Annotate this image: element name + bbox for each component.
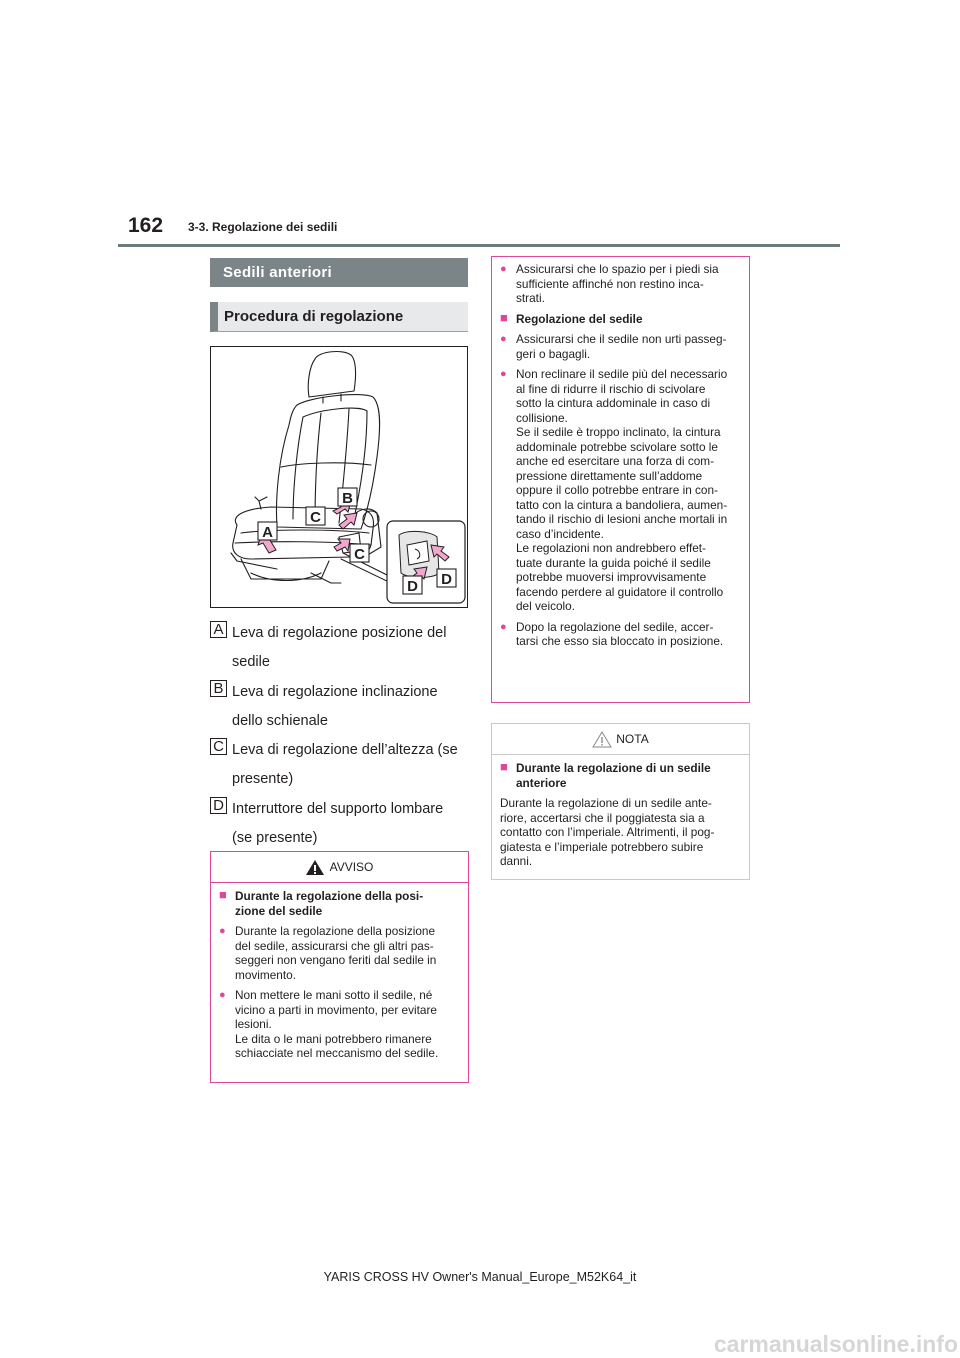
legend-text <box>232 678 470 736</box>
avviso-subheading-text: Durante la regolazione della posi- zione del sedile <box>235 889 424 918</box>
heading-sedili-anteriori: Sedili anteriori <box>210 258 468 287</box>
nota-text: Durante la regolazione di un sedile ante- riore, accertarsi che il poggiatesta sia a contatto con l’imperiale. Altrimenti, il pog- giatesta e l’imperiale potrebbero subire danni. <box>500 796 715 868</box>
header-rule <box>118 244 840 247</box>
legend-line: Interruttore del supporto lombare <box>232 801 444 817</box>
legend-line: Leva di regolazione inclinazione <box>232 684 438 700</box>
warning-bullet-text: Dopo la regolazione del sedile, accer- tarsi che esso sia bloccato in posizione. <box>516 619 724 648</box>
circle-bullet-icon: ● <box>500 333 507 345</box>
legend-line: (se presente) <box>232 830 318 846</box>
avviso-content <box>211 883 468 1061</box>
legend-line: Leva di regolazione dell’altezza (se <box>232 742 458 758</box>
avviso-header <box>211 852 468 883</box>
watermark: carmanualsonline.info <box>713 1331 958 1357</box>
avviso-subheading <box>219 889 460 918</box>
circle-bullet-icon: ● <box>500 263 507 275</box>
circle-bullet-icon: ● <box>219 925 226 937</box>
label-c: C <box>354 546 365 563</box>
square-bullet-icon: ■ <box>219 887 227 902</box>
nota-subheading <box>500 761 741 790</box>
legend-letter: C <box>210 738 227 755</box>
nota-box <box>491 723 750 880</box>
warning-bullet <box>500 620 741 649</box>
warning-bullet-text: Assicurarsi che lo spazio per i piedi sia sufficiente affinché non restino inca- strati. <box>516 262 719 305</box>
square-bullet-icon: ■ <box>500 759 508 774</box>
warning-continuation-box <box>491 256 750 703</box>
nota-title: NOTA <box>616 732 649 746</box>
legend-text <box>232 736 470 794</box>
label-b: B <box>342 490 353 507</box>
seat-illustration <box>210 346 468 608</box>
avviso-bullet <box>219 988 460 1061</box>
legend-letter: A <box>210 621 227 638</box>
avviso-title: AVVISO <box>329 860 374 874</box>
warning-bullet <box>500 332 741 361</box>
avviso-bullet-text: Non mettere le mani sotto il sedile, né vicino a parti in movimento, per evitare lesioni. Le dita o le mani potrebbero rimanere schiacciate nel meccanismo del sedile. <box>235 988 439 1060</box>
warning-bullet-text: Assicurarsi che il sedile non urti passeg- geri o bagagli. <box>516 332 727 361</box>
legend-line: Leva di regolazione posizione del <box>232 625 447 641</box>
section-title: 3-3. Regolazione dei sedili <box>188 220 338 234</box>
label-c: C <box>310 509 321 526</box>
warning-bullet <box>500 262 741 306</box>
circle-bullet-icon: ● <box>219 989 226 1001</box>
warning-content <box>492 257 749 649</box>
warning-subheading-text: Regolazione del sedile <box>516 311 643 326</box>
page-number: 162 <box>128 214 164 237</box>
legend-line: dello schienale <box>232 713 328 729</box>
footer-text: YARIS CROSS HV Owner's Manual_Europe_M52K64_it <box>323 1270 637 1284</box>
square-bullet-icon: ■ <box>500 309 508 325</box>
warning-bullet <box>500 367 741 614</box>
legend-letter: D <box>210 797 227 814</box>
circle-bullet-icon: ● <box>500 368 507 380</box>
warning-subheading <box>500 309 741 327</box>
heading-procedura-regolazione: Procedura di regolazione <box>210 302 468 332</box>
nota-content <box>492 755 749 869</box>
avviso-bullet-text: Durante la regolazione della posizione del sedile, assicurarsi che gli altri pas- seggeri non vengano feriti dal sedile in movimento. <box>235 924 437 982</box>
warning-bullet-text: Non reclinare il sedile più del necessario al fine di ridurre il rischio di scivolare sotto la cintura addominale in caso di collisione. Se il sedile è troppo inclinato, la cintura addominale potrebbe scivolare sotto le anche ed esercitare una forza di com- pressione direttamente sull’addome oppure il collo potrebbe entrare in con- tatto con la cintura a bandoliera, aumen- tando il rischio di lesioni anche mortali in caso d’incidente. Le regolazioni non andrebbero effet- tuate durante la guida poiché il sedile potrebbe muoversi improvvisamente facendo perdere al guidatore il controllo del veicolo. <box>516 367 728 613</box>
legend-line: presente) <box>232 771 294 787</box>
legend-text <box>232 795 470 853</box>
avviso-bullet <box>219 924 460 982</box>
seat-drawing <box>211 347 467 607</box>
avviso-box <box>210 851 469 1083</box>
nota-subheading-text: Durante la regolazione di un sedile anteriore <box>516 761 711 790</box>
legend-letter: B <box>210 680 227 697</box>
label-d: D <box>407 578 418 595</box>
nota-header <box>492 724 749 755</box>
legend-line: sedile <box>232 654 270 670</box>
label-a: A <box>262 524 273 541</box>
circle-bullet-icon: ● <box>500 620 507 633</box>
label-d: D <box>441 571 452 588</box>
legend-text <box>232 619 470 677</box>
